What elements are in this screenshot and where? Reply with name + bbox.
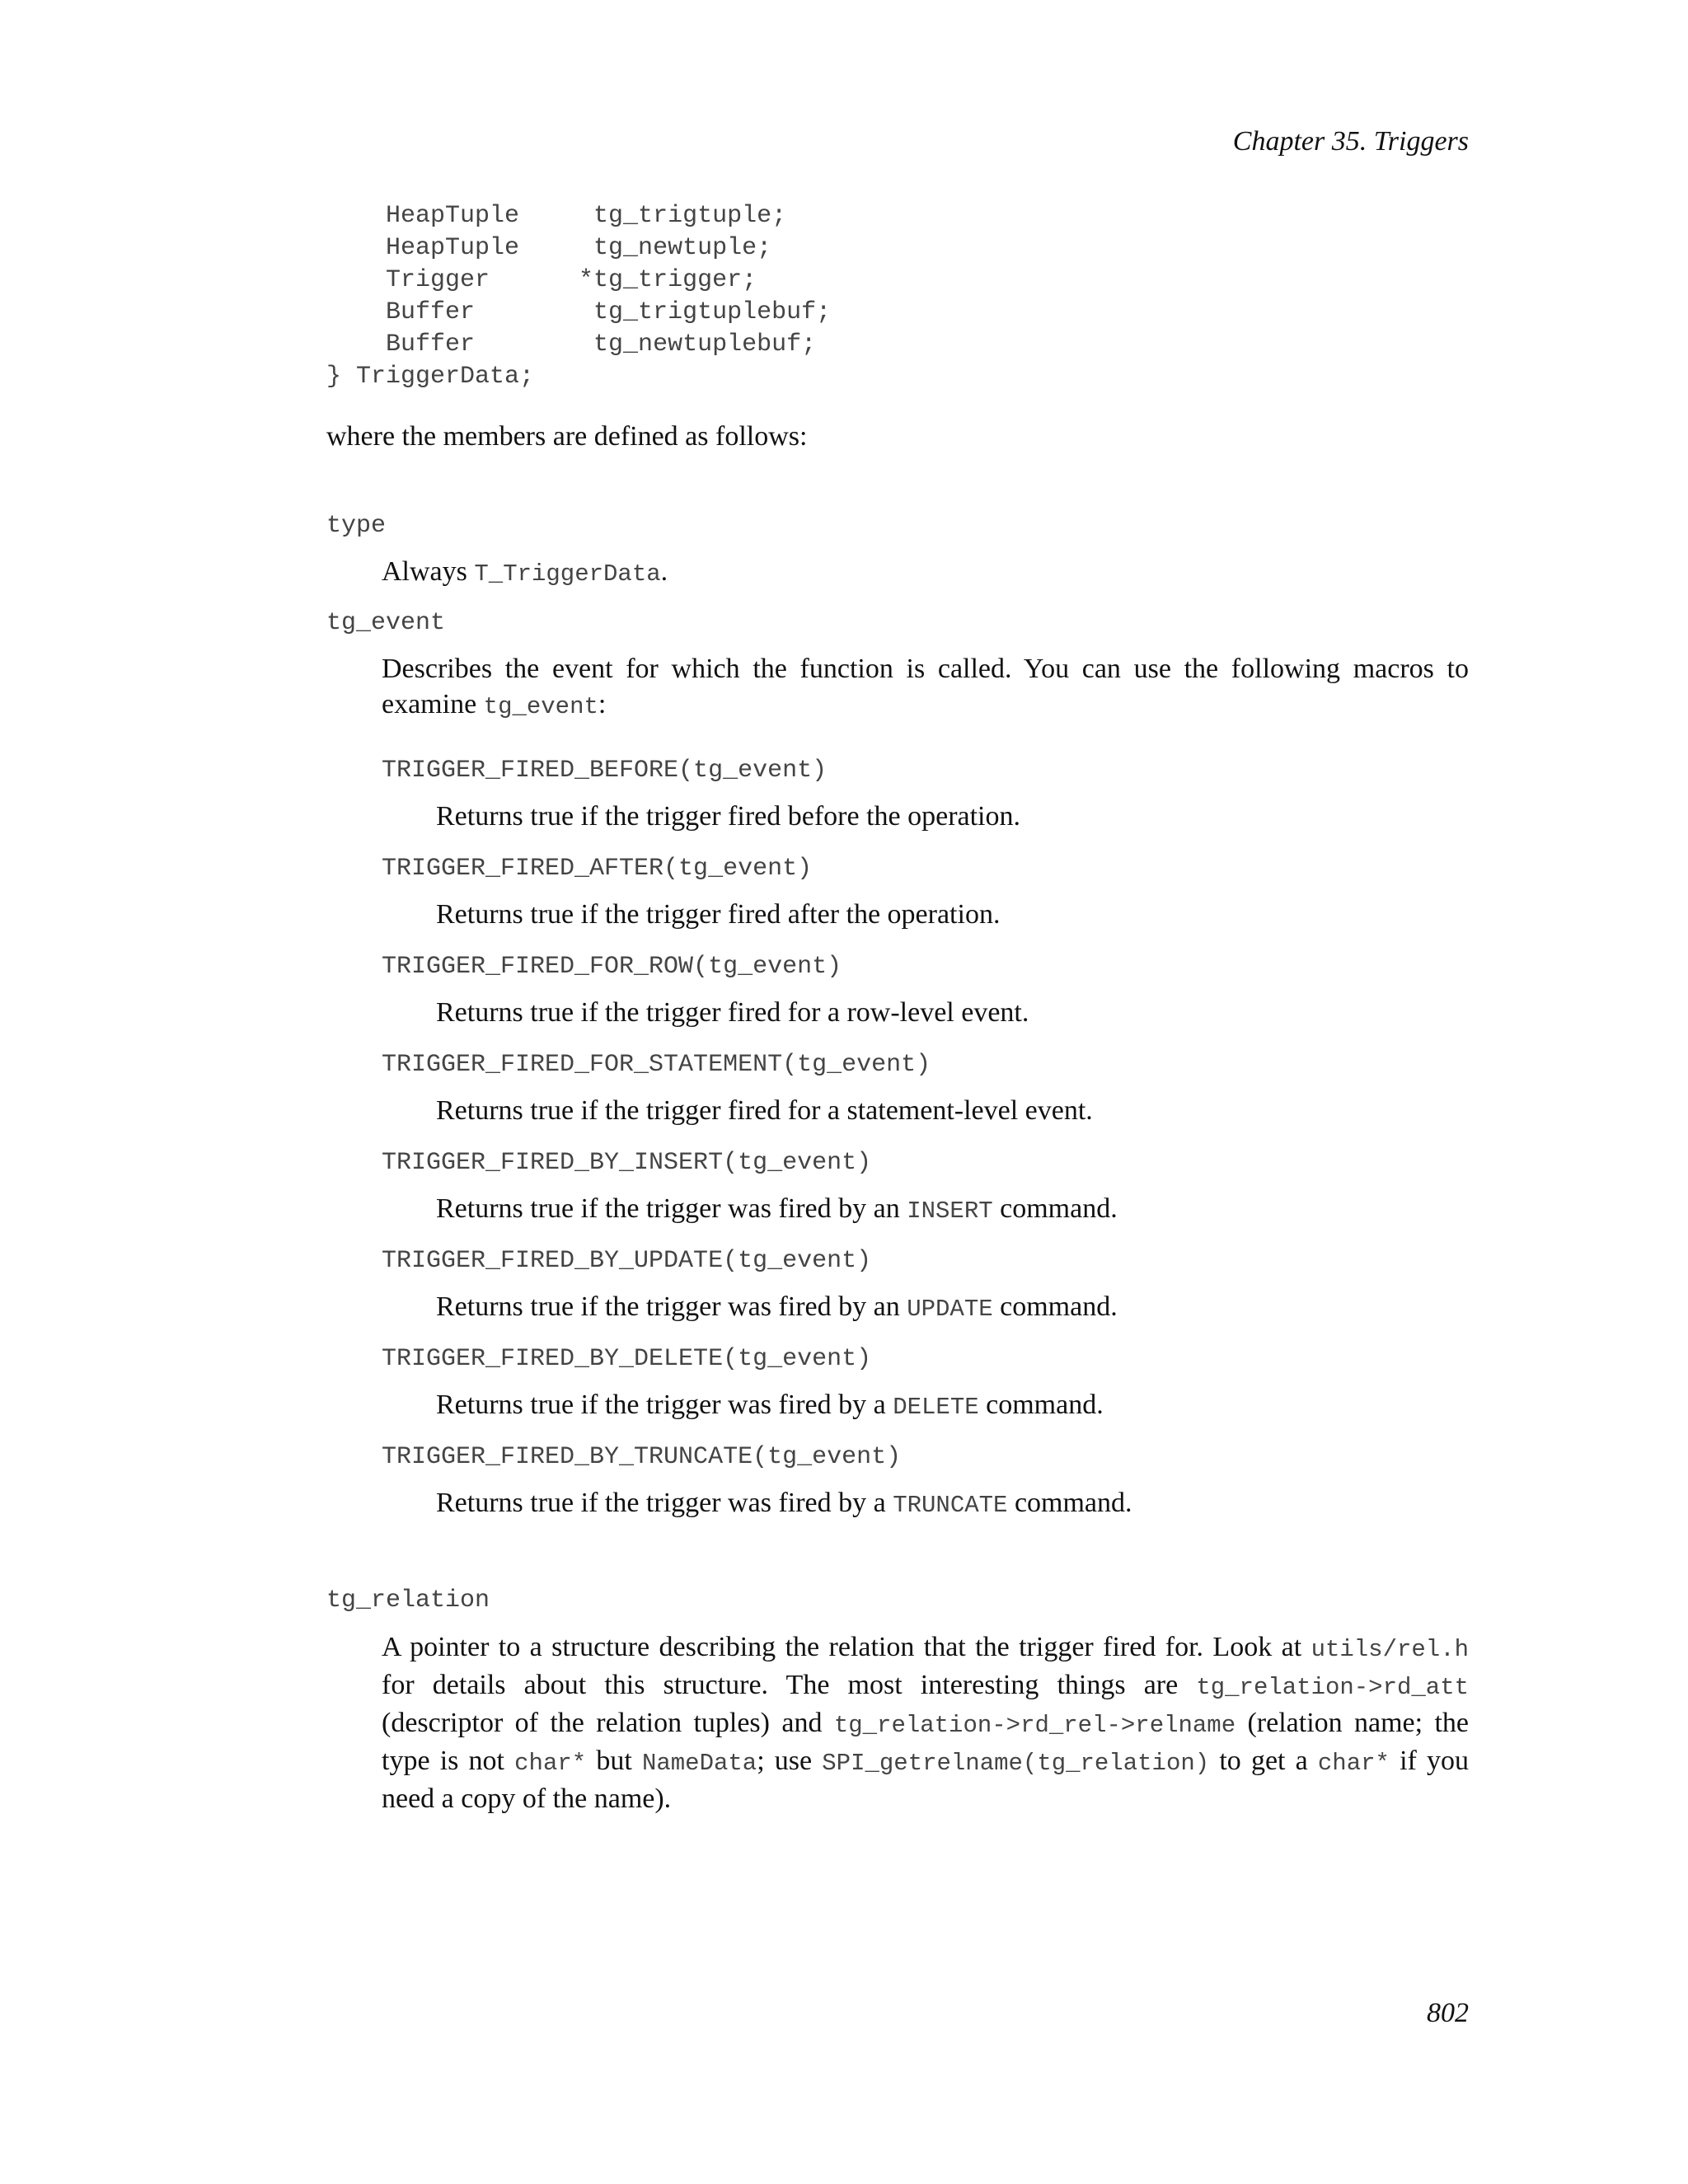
desc-text: command. [978,1390,1104,1420]
macro-desc [436,1387,1104,1425]
desc-text: but [586,1746,642,1776]
macro-desc [436,1093,1093,1131]
desc-text: command. [992,1291,1118,1322]
code-line: HeapTuple tg_trigtuple; [326,202,787,230]
code-block [326,200,831,393]
inline-code: T_TriggerData [474,560,661,588]
inline-code: SPI_getrelname(tg_relation) [822,1750,1210,1777]
desc-tg-relation [382,1629,1469,1816]
inline-code: tg_event [483,693,598,720]
desc-text: (relation name; the type is not [382,1708,1469,1776]
inline-code: UPDATE [907,1296,993,1323]
desc-text: Describes the event for which the function is called. You can use the following macros to examine [382,654,1469,719]
desc-text: Returns true if the trigger fired before the operation. [436,801,1021,832]
desc-text: Returns true if the trigger fired after the operation. [436,899,1001,930]
macro-term: TRIGGER_FIRED_BY_INSERT(tg_event) [382,1149,872,1177]
desc-text: command. [1007,1488,1132,1518]
desc-text: Returns true if the trigger was fired by an [436,1291,907,1322]
desc-text: to get a [1209,1746,1318,1776]
desc-text: Returns true if the trigger was fired by an [436,1193,907,1224]
desc-type [382,554,668,592]
intro-paragraph: where the members are defined as follows: [326,421,808,452]
macro-desc [436,1191,1118,1229]
macro-term: TRIGGER_FIRED_BY_DELETE(tg_event) [382,1345,872,1373]
desc-text: . [660,556,668,587]
desc-text: Returns true if the trigger was fired by a [436,1488,893,1518]
inline-code: char* [514,1750,587,1777]
code-line: Trigger *tg_trigger; [326,266,757,294]
macro-desc [436,1289,1118,1327]
macro-desc [436,799,1020,837]
inline-code: utils/rel.h [1311,1636,1469,1663]
macro-desc [436,995,1029,1033]
desc-text: ; use [757,1746,823,1776]
code-line: HeapTuple tg_newtuple; [326,234,772,262]
desc-text: command. [992,1193,1118,1224]
code-line: Buffer tg_trigtuplebuf; [326,298,832,326]
inline-code: char* [1317,1750,1390,1777]
term-tg-relation: tg_relation [326,1586,490,1615]
inline-code: INSERT [907,1197,993,1225]
macro-term: TRIGGER_FIRED_AFTER(tg_event) [382,855,813,883]
inline-code: tg_relation->rd_rel->relname [833,1712,1236,1739]
macro-term: TRIGGER_FIRED_FOR_STATEMENT(tg_event) [382,1051,931,1079]
term-type: type [326,512,387,540]
desc-text: for details about this structure. The most interesting things are [382,1670,1197,1700]
macro-desc [436,1485,1132,1523]
desc-text: if you need a copy of the name). [382,1746,1469,1814]
desc-tg-event [382,651,1469,724]
running-header: Chapter 35. Triggers [1232,126,1469,157]
desc-text: Always [382,556,475,587]
inline-code: NameData [641,1750,757,1777]
macro-desc [436,897,1000,935]
macro-term: TRIGGER_FIRED_BEFORE(tg_event) [382,757,828,785]
desc-text: : [598,689,607,719]
desc-text: Returns true if the trigger was fired by a [436,1390,893,1420]
inline-code: tg_relation->rd_att [1196,1674,1469,1701]
term-tg-event: tg_event [326,609,446,637]
macro-term: TRIGGER_FIRED_BY_TRUNCATE(tg_event) [382,1443,902,1471]
desc-text: (descriptor of the relation tuples) and [382,1708,834,1738]
inline-code: DELETE [893,1394,979,1421]
desc-text: A pointer to a structure describing the relation that the trigger fired for. Look at [382,1632,1311,1662]
code-line: Buffer tg_newtuplebuf; [326,330,817,359]
desc-text: Returns true if the trigger fired for a statement-level event. [436,1095,1093,1126]
desc-text: Returns true if the trigger fired for a row-level event. [436,997,1029,1028]
macro-term: TRIGGER_FIRED_BY_UPDATE(tg_event) [382,1247,872,1275]
code-line: } TriggerData; [326,363,535,391]
page-number: 802 [1427,1998,1469,2028]
macro-term: TRIGGER_FIRED_FOR_ROW(tg_event) [382,953,842,981]
inline-code: TRUNCATE [893,1492,1008,1519]
